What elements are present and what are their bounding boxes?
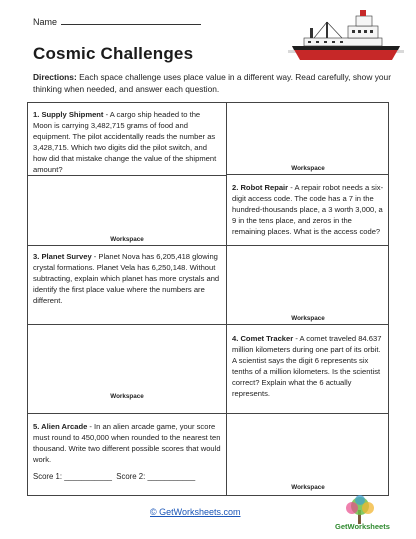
name-field[interactable] bbox=[33, 16, 201, 27]
problem-4-text: - A comet traveled 84.637 million kilometers during one part of its orbit. A scientist says the digit 6 represents six tenths of a million kilometers. Is the scientist correct? Explain what the 6 actually represents. bbox=[232, 334, 382, 398]
grid-divider-right-3 bbox=[226, 324, 389, 325]
problem-grid bbox=[27, 102, 389, 496]
name-label: Name bbox=[33, 17, 58, 27]
problem-2-text: - A repair robot needs a six-digit access code. The code has a 7 in the hundred-thousands place, a 3 worth 3,000, a 9 in the tens place, and zeros in the remaining places. What is the access code? bbox=[232, 183, 384, 236]
problem-4-title: 4. Comet Tracker bbox=[232, 334, 294, 343]
problem-2 bbox=[232, 182, 386, 237]
grid-divider-left-4 bbox=[28, 413, 226, 414]
grid-divider-left-3 bbox=[28, 324, 226, 325]
name-line bbox=[61, 16, 201, 25]
problem-3-text: - Planet Nova has 6,205,418 glowing crystal formations. Planet Vela has 6,250,148. Without subtracting, explain which planet has more crystals and identify the first place value where the numbers are different. bbox=[33, 252, 220, 305]
problem-5-text: - In an alien arcade game, your score must round to 450,000 when rounded to the nearest ten thousand. Write two different possible scores that would work. bbox=[33, 422, 221, 464]
directions-text: Each space challenge uses place value in a different way. Read carefully, show your thinking when needed, and answer each question. bbox=[33, 72, 391, 94]
problem-2-title: 2. Robot Repair bbox=[232, 183, 289, 192]
workspace-label: Workspace bbox=[291, 165, 325, 172]
logo-wordmark: GetWorksheets bbox=[335, 522, 390, 531]
directions-label: Directions: bbox=[33, 72, 77, 82]
problem-3-title: 3. Planet Survey bbox=[33, 252, 92, 261]
grid-divider-right-1 bbox=[226, 174, 389, 175]
problem-1-text: - A cargo ship headed to the Moon is carrying 3,482,715 grams of food and equipment. The pilot accidentally reads the number as 3,428,715. Which two digits did the pilot switch, and how did that mistake change the value of the shipment amount? bbox=[33, 110, 217, 174]
workspace-label: Workspace bbox=[110, 236, 144, 243]
grid-divider-right-4 bbox=[226, 413, 389, 414]
problem-3 bbox=[33, 251, 221, 306]
grid-divider-left-1 bbox=[28, 175, 226, 176]
problem-4 bbox=[232, 333, 386, 399]
problem-5-title: 5. Alien Arcade bbox=[33, 422, 88, 431]
score-2-field[interactable]: Score 2: ___________ bbox=[116, 472, 196, 481]
problem-1-title: 1. Supply Shipment bbox=[33, 110, 104, 119]
workspace-label: Workspace bbox=[291, 315, 325, 322]
grid-divider-right-2 bbox=[226, 245, 389, 246]
workspace-label: Workspace bbox=[291, 484, 325, 491]
problem-5 bbox=[33, 421, 221, 465]
problem-1 bbox=[33, 109, 221, 175]
score-answers[interactable] bbox=[33, 471, 223, 482]
workspace-label: Workspace bbox=[110, 393, 144, 400]
directions bbox=[33, 71, 393, 95]
page-title: Cosmic Challenges bbox=[33, 44, 194, 63]
grid-vertical-divider bbox=[226, 103, 227, 495]
getworksheets-link[interactable]: © GetWorksheets.com bbox=[150, 507, 241, 517]
grid-divider-left-2 bbox=[28, 245, 226, 246]
cargo-ship-illustration bbox=[286, 6, 406, 70]
score-1-field[interactable]: Score 1: ___________ bbox=[33, 472, 112, 481]
